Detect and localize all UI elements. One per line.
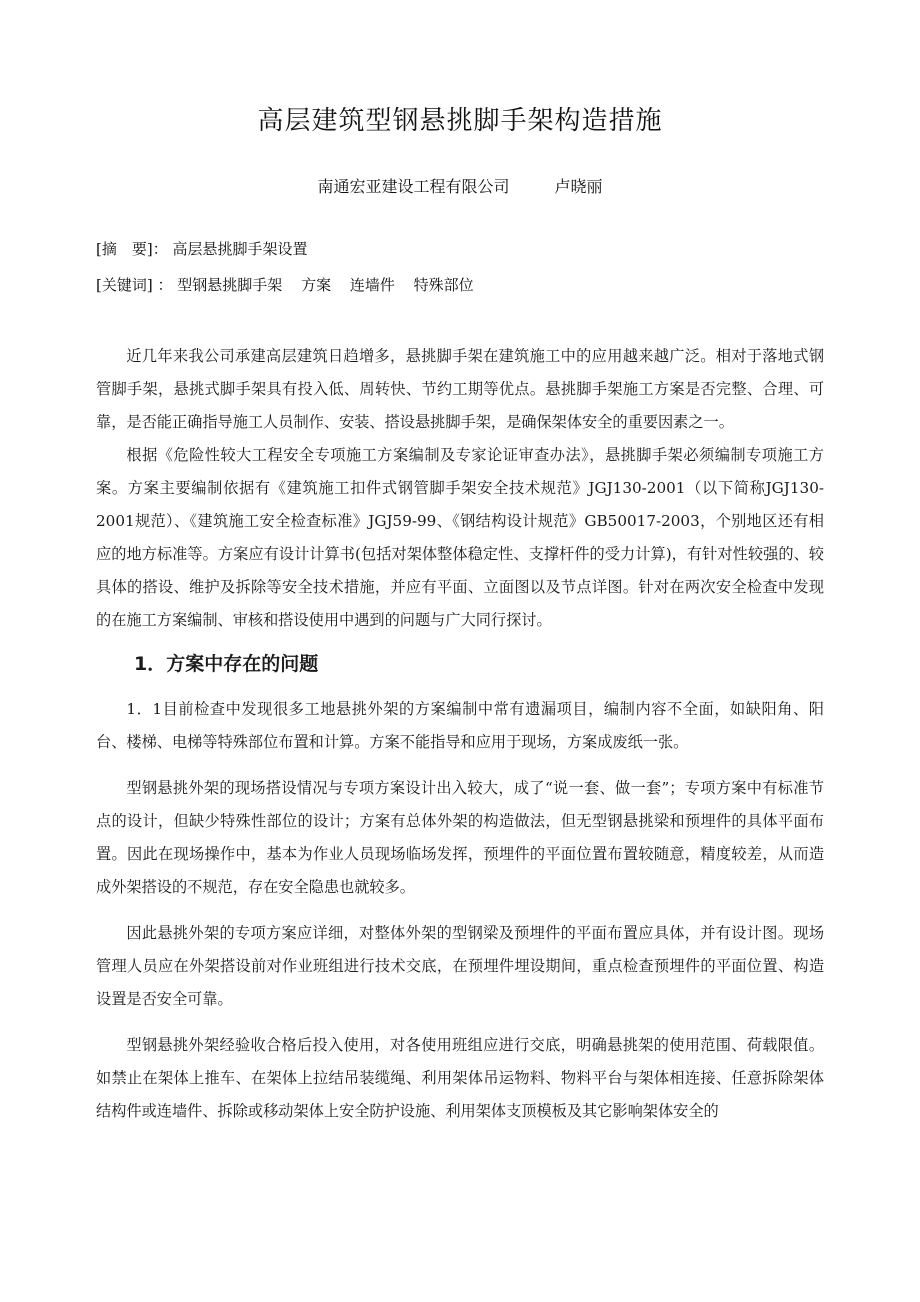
- document-title: 高层建筑型钢悬挑脚手架构造措施: [257, 106, 663, 136]
- body-paragraph: 根据《危险性较大工程安全专项施工方案编制及专家论证审查办法》，悬挑脚手架必须编制专项施工方案。方案主要编制依据有《建筑施工扣件式钢管脚手架安全技术规范》JGJ130-2001（以下简称JGJ130-2001规范）、《建筑施工安全检查标准》JGJ59-99、《钢结构设计规范》GB50017-2003，个别地区还有相应的地方标准等。方案应有设计计算书(包括对架体整体稳定性、支撑杆件的受力计算)，有针对性较强的、较具体的搭设、维护及拆除等安全技术措施，并应有平面、立面图以及节点详图。针对在两次安全检查中发现的在施工方案编制、审核和搭设使用中遇到的问题与广大同行探讨。: [96, 446, 824, 629]
- body-paragraph: 因此悬挑外架的专项方案应详细，对整体外架的型钢梁及预埋件的平面布置应具体，并有设计图。现场管理人员应在外架搭设前对作业班组进行技术交底，在预埋件埋设期间，重点检查预埋件的平面位置、构造设置是否安全可靠。: [96, 924, 824, 1008]
- keywords-label: [关键词] ：: [96, 276, 173, 294]
- keyword-item: 特殊部位: [413, 276, 474, 294]
- body-paragraph: 近几年来我公司承建高层建筑日趋增多，悬挑脚手架在建筑施工中的应用越来越广泛。相对于落地式钢管脚手架，悬挑式脚手架具有投入低、周转快、节约工期等优点。悬挑脚手架施工方案是否完整、合理、可靠，是否能正确指导施工人员制作、安装、搭设悬挑脚手架，是确保架体安全的重要因素之一。: [96, 347, 824, 431]
- byline: [0, 174, 920, 197]
- keyword-item: 方案: [301, 276, 332, 294]
- abstract-label: [摘 要]：: [96, 240, 168, 258]
- keyword-item: 型钢悬挑脚手架: [177, 276, 283, 294]
- author-name: 卢晓丽: [554, 177, 603, 196]
- body-paragraph: 型钢悬挑外架经验收合格后投入使用，对各使用班组应进行交底，明确悬挑架的使用范围、荷载限值。如禁止在架体上推车、在架体上拉结吊装缆绳、利用架体吊运物料、物料平台与架体相连接、任意拆除架体结构件或连墙件、拆除或移动架体上安全防护设施、利用架体支顶模板及其它影响架体安全的: [96, 1036, 824, 1120]
- document-body: [96, 340, 824, 1128]
- keywords-line: [96, 274, 488, 295]
- company-name: 南通宏亚建设工程有限公司: [317, 177, 510, 196]
- body-paragraph: 型钢悬挑外架的现场搭设情况与专项方案设计出入较大，成了“说一套、做一套”；专项方案中有标准节点的设计，但缺少特殊性部位的设计；方案有总体外架的构造做法，但无型钢悬挑梁和预埋件的具体平面布置。因此在现场操作中，基本为作业人员现场临场发挥，预埋件的平面位置布置较随意，精度较差，从而造成外架搭设的不规范，存在安全隐患也就较多。: [96, 779, 824, 896]
- abstract-text: 高层悬挑脚手架设置: [172, 240, 308, 258]
- keyword-item: 连墙件: [349, 276, 395, 294]
- body-paragraph: 1．1目前检查中发现很多工地悬挑外架的方案编制中常有遗漏项目，编制内容不全面，如缺阳角、阳台、楼梯、电梯等特殊部位布置和计算。方案不能指导和应用于现场，方案成废纸一张。: [96, 700, 824, 751]
- abstract-line: [96, 238, 308, 259]
- section-heading: 1．方案中存在的问题: [134, 653, 319, 675]
